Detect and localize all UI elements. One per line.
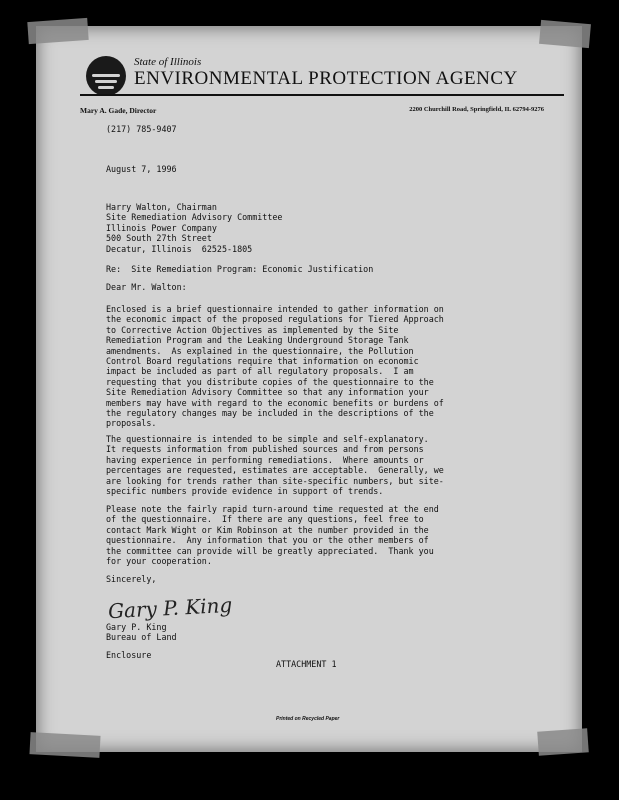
body-paragraph-2 [106,434,444,496]
body-line: Site Remediation Advisory Committee so that any information your [106,387,429,398]
body-line: specific numbers provide evidence in support of trends. [106,486,384,497]
salutation: Dear Mr. Walton: [106,282,187,292]
body-paragraph-3 [106,504,439,566]
agency-title: ENVIRONMENTAL PROTECTION AGENCY [134,68,518,89]
body-line: Remediation Program and the Leaking Underground Storage Tank [106,335,409,346]
recipient-line: Illinois Power Company [106,222,217,233]
recipient-line: 500 South 27th Street [106,233,212,244]
recycled-paper-note: Printed on Recycled Paper [276,716,340,722]
body-line: impact be included as part of all regulatory proposals. I am [106,366,414,377]
body-line: amendments. As explained in the questionnaire, the Pollution [106,345,414,356]
illinois-epa-seal-logo [86,56,126,96]
letter-date: August 7, 1996 [106,164,177,174]
recipient-line: Site Remediation Advisory Committee [106,212,283,223]
recipient-line: Harry Walton, Chairman [106,202,217,212]
signer-name: Gary P. King [106,622,167,632]
body-line: Enclosed is a brief questionnaire intended to gather information on [106,304,444,314]
body-line: are looking for trends rather than site-specific numbers, but site- [106,475,444,486]
body-line: percentages are requested, estimates are acceptable. Generally, we [106,465,444,476]
agency-address: 2200 Churchill Road, Springfield, IL 62794-9276 [409,106,544,113]
body-paragraph-1 [106,304,444,429]
body-line: of the questionnaire. If there are any questions, feel free to [106,514,424,525]
tape-bottom-right [537,728,589,755]
body-line: It requests information from published sources and from persons [106,444,424,455]
letterhead-rule [80,94,564,96]
agency-phone: (217) 785-9407 [106,124,177,134]
body-line: members may have with regard to the economic benefits or burdens of [106,397,444,408]
body-line: the regulatory changes may be included in the descriptions of the [106,408,434,419]
signer-block [106,622,177,643]
tape-bottom-left [29,732,100,758]
subject-line: Re: Site Remediation Program: Economic Justification [106,264,374,274]
body-line: requesting that you distribute copies of the questionnaire to the [106,376,434,387]
attachment-label: ATTACHMENT 1 [276,659,337,669]
recipient-line: Decatur, Illinois 62525-1805 [106,243,253,254]
recipient-address-block [106,202,282,254]
closing: Sincerely, [106,574,157,584]
signer-bureau: Bureau of Land [106,632,177,643]
body-line: Control Board regulations require that information on economic [106,356,419,367]
director-name: Mary A. Gade, Director [80,106,157,115]
letter-page [36,26,582,752]
body-line: the committee can provide will be greatly appreciated. Thank you [106,545,434,556]
body-line: for your cooperation. [106,556,212,567]
body-line: to Corrective Action Objectives as implemented by the Site [106,324,399,335]
body-line: contact Mark Wight or Kim Robinson at the number provided in the [106,524,429,535]
enclosure-note: Enclosure [106,650,152,660]
body-line: the economic impact of the proposed regulations for Tiered Approach [106,314,444,325]
body-line: questionnaire. Any information that you or the other members of [106,535,429,546]
tape-top-right [539,20,591,48]
body-line: Please note the fairly rapid turn-around time requested at the end [106,504,439,514]
tape-top-left [27,18,88,44]
body-line: The questionnaire is intended to be simple and self-explanatory. [106,434,429,444]
body-line: proposals. [106,418,157,429]
body-line: having experience in performing remediations. Where amounts or [106,454,424,465]
handwritten-signature: Gary P. King [107,592,233,624]
state-of-illinois-label: State of Illinois [134,56,202,68]
